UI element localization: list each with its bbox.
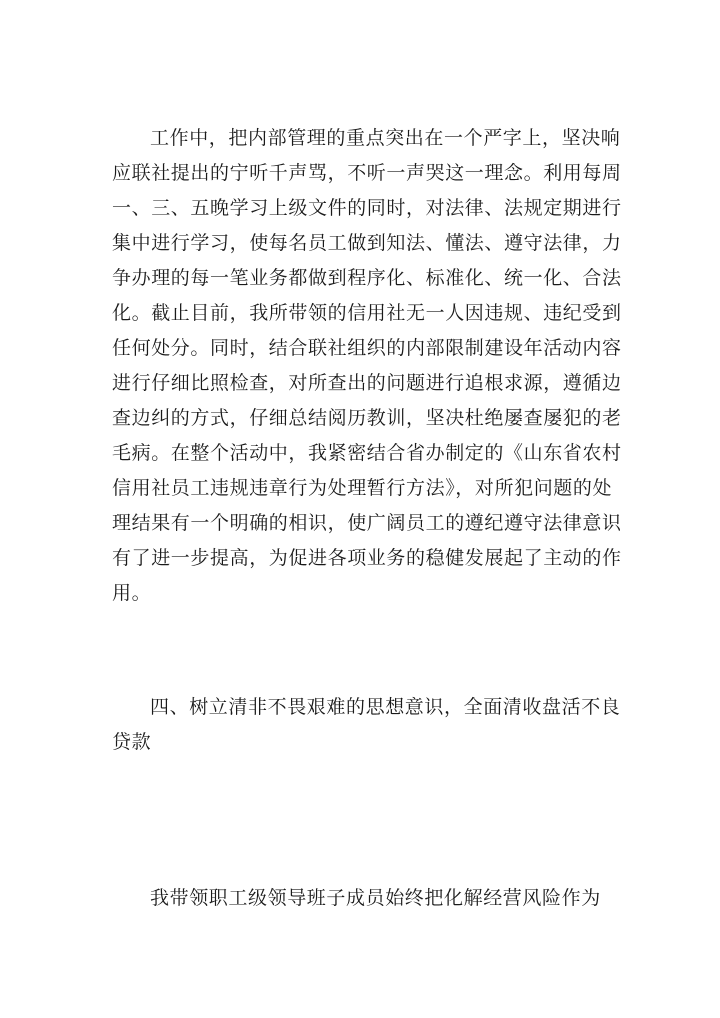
text-line: 一、三、五晚学习上级文件的同时，对法律、法规定期进行 <box>112 197 622 219</box>
text-line: 化。截止目前，我所带领的信用社无一人因违规、违纪受到 <box>112 302 622 324</box>
text-line: 四、树立清非不畏艰难的思想意识，全面清收盘活不良 <box>150 696 621 718</box>
text-line: 用。 <box>112 582 152 604</box>
text-line: 查边纠的方式，仔细总结阅历教训，坚决杜绝屡查屡犯的老 <box>112 407 622 429</box>
text-line: 任何处分。同时，结合联社组织的内部限制建设年活动内容 <box>112 337 622 359</box>
text-line: 我带领职工级领导班子成员始终把化解经营风险作为 <box>150 887 601 909</box>
text-line: 进行仔细比照检查，对所查出的问题进行追根求源，遵循边 <box>112 372 622 394</box>
text-line: 工作中，把内部管理的重点突出在一个严字上，坚决响 <box>150 127 621 149</box>
text-line: 集中进行学习，使每名员工做到知法、懂法、遵守法律，力 <box>112 232 622 254</box>
text-line: 贷款 <box>112 731 152 753</box>
text-line: 毛病。在整个活动中，我紧密结合省办制定的《山东省农村 <box>112 442 622 464</box>
text-line: 争办理的每一笔业务都做到程序化、标准化、统一化、合法 <box>112 267 622 289</box>
text-line: 应联社提出的宁听千声骂，不听一声哭这一理念。利用每周 <box>112 162 622 184</box>
text-line: 有了进一步提高，为促进各项业务的稳健发展起了主动的作 <box>112 547 622 569</box>
text-line: 理结果有一个明确的相识，使广阔员工的遵纪遵守法律意识 <box>112 512 622 534</box>
text-line: 信用社员工违规违章行为处理暂行方法》，对所犯问题的处 <box>112 477 613 499</box>
